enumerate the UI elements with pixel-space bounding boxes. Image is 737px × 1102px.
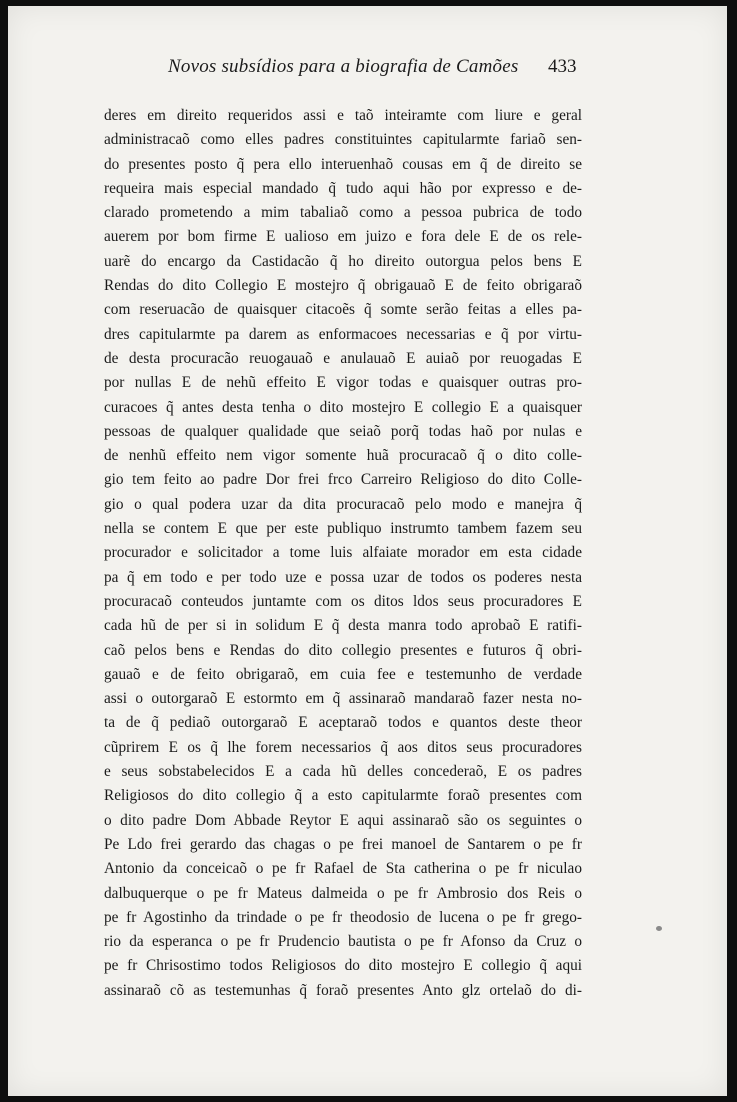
- text-line: cũprirem E os q̃ lhe forem necessarios q̃ aos ditos seus procuradores: [104, 738, 582, 756]
- running-title: Novos subsídios para a biografia de Camões: [168, 56, 519, 77]
- text-line: dalbuquerque o pe fr Mateus dalmeida o pe fr Ambrosio dos Reis o: [104, 884, 582, 902]
- text-line: rio da esperanca o pe fr Prudencio bautista o pe fr Afonso da Cruz o: [104, 933, 582, 951]
- text-line: Antonio da conceicaõ o pe fr Rafael de Sta catherina o pe fr niculao: [104, 860, 582, 878]
- scan-speck: [656, 926, 662, 931]
- text-line: assi o outorgaraõ E estormto em q̃ assinaraõ mandaraõ fazer nesta no-: [104, 690, 582, 708]
- text-line: de desta procuracão reuogauaõ e anulauaõ E auiaõ por reuogadas E: [104, 349, 582, 367]
- text-line: o dito padre Dom Abbade Reytor E aqui assinaraõ são os seguintes o: [104, 811, 582, 829]
- text-line: Pe Ldo frei gerardo das chagas o pe frei manoel de Santarem o pe fr: [104, 835, 582, 853]
- text-line: administracaõ como elles padres constituintes capitularmte fariaõ sen-: [104, 131, 582, 149]
- book-page: [8, 6, 727, 1096]
- text-line: e seus sobstabelecidos E a cada hũ delles concederaõ, E os padres: [104, 763, 582, 781]
- text-line: gauaõ e de feito obrigaraõ, em cuia fee e testemunho de verdade: [104, 665, 582, 683]
- text-line: cada hũ de per si in solidum E q̃ desta manra todo aprobaõ E ratifi-: [104, 617, 582, 635]
- text-line: do presentes posto q̃ pera ello interuenhaõ cousas em q̃ de direito se: [104, 155, 582, 173]
- text-line: nella se contem E que per este publiquo instrumto tambem fazem seu: [104, 520, 582, 538]
- text-line: procuracaõ conteudos juntamte com os ditos ldos seus procuradores E: [104, 592, 582, 610]
- text-line: procurador e solicitador a tome luis alfaiate morador em esta cidade: [104, 544, 582, 562]
- text-line: deres em direito requeridos assi e taõ inteiramte com liure e geral: [104, 107, 582, 124]
- text-line: de nenhũ effeito nem vigor somente huã procuracaõ q̃ o dito colle-: [104, 447, 582, 465]
- text-line: gio tem feito ao padre Dor frei frco Carreiro Religioso do dito Colle-: [104, 471, 582, 489]
- page-header: [8, 56, 727, 86]
- text-line: clarado prometendo a mim tabaliaõ como a pessoa pubrica de todo: [104, 204, 582, 222]
- text-line: caõ pelos bens e Rendas do dito collegio presentes e futuros q̃ obri-: [104, 641, 582, 659]
- text-line: pessoas de qualquer qualidade que seiaõ porq̃ todas haõ por nulas e: [104, 422, 582, 440]
- text-line: dres capitularmte pa darem as enformacoes necessarias e q̃ por virtu-: [104, 325, 582, 343]
- text-line: uarẽ do encargo da Castidacão q̃ ho direito outorgua pelos bens E: [104, 252, 582, 270]
- text-line: com reseruacão de quaisquer citacoẽs q̃ somte serão feitas a elles pa-: [104, 301, 582, 319]
- text-line: pe fr Agostinho da trindade o pe fr theodosio de lucena o pe fr grego-: [104, 908, 582, 926]
- text-line: Rendas do dito Collegio E mostejro q̃ obrigauaõ E de feito obrigaraõ: [104, 277, 582, 295]
- text-line: auerem por bom firme E ualioso em juizo e fora dele E de os rele-: [104, 228, 582, 246]
- text-line: gio o qual podera uzar da dita procuracaõ pelo modo e manejra q̃: [104, 495, 582, 513]
- text-line: pa q̃ em todo e per todo uze e possa uzar de todos os poderes nesta: [104, 568, 582, 586]
- page-number: 433: [548, 56, 577, 77]
- text-line: por nullas E de nehũ effeito E vigor todas e quaisquer outras pro-: [104, 374, 582, 392]
- text-line: ta de q̃ pediaõ outorgaraõ E aceptaraõ todos e quantos deste theor: [104, 714, 582, 732]
- text-line: requeira mais especial mandado q̃ tudo aqui hão por expresso e de-: [104, 179, 582, 197]
- text-line: pe fr Chrisostimo todos Religiosos do dito mostejro E collegio q̃ aqui: [104, 957, 582, 975]
- text-line: curacoes q̃ antes desta tenha o dito mostejro E collegio E a quaisquer: [104, 398, 582, 416]
- text-line: assinaraõ cõ as testemunhas q̃ foraõ presentes Anto glz ortelaõ do di-: [104, 981, 582, 999]
- body-text: [104, 104, 582, 1003]
- text-line: Religiosos do dito collegio q̃ a esto capitularmte foraõ presentes com: [104, 787, 582, 805]
